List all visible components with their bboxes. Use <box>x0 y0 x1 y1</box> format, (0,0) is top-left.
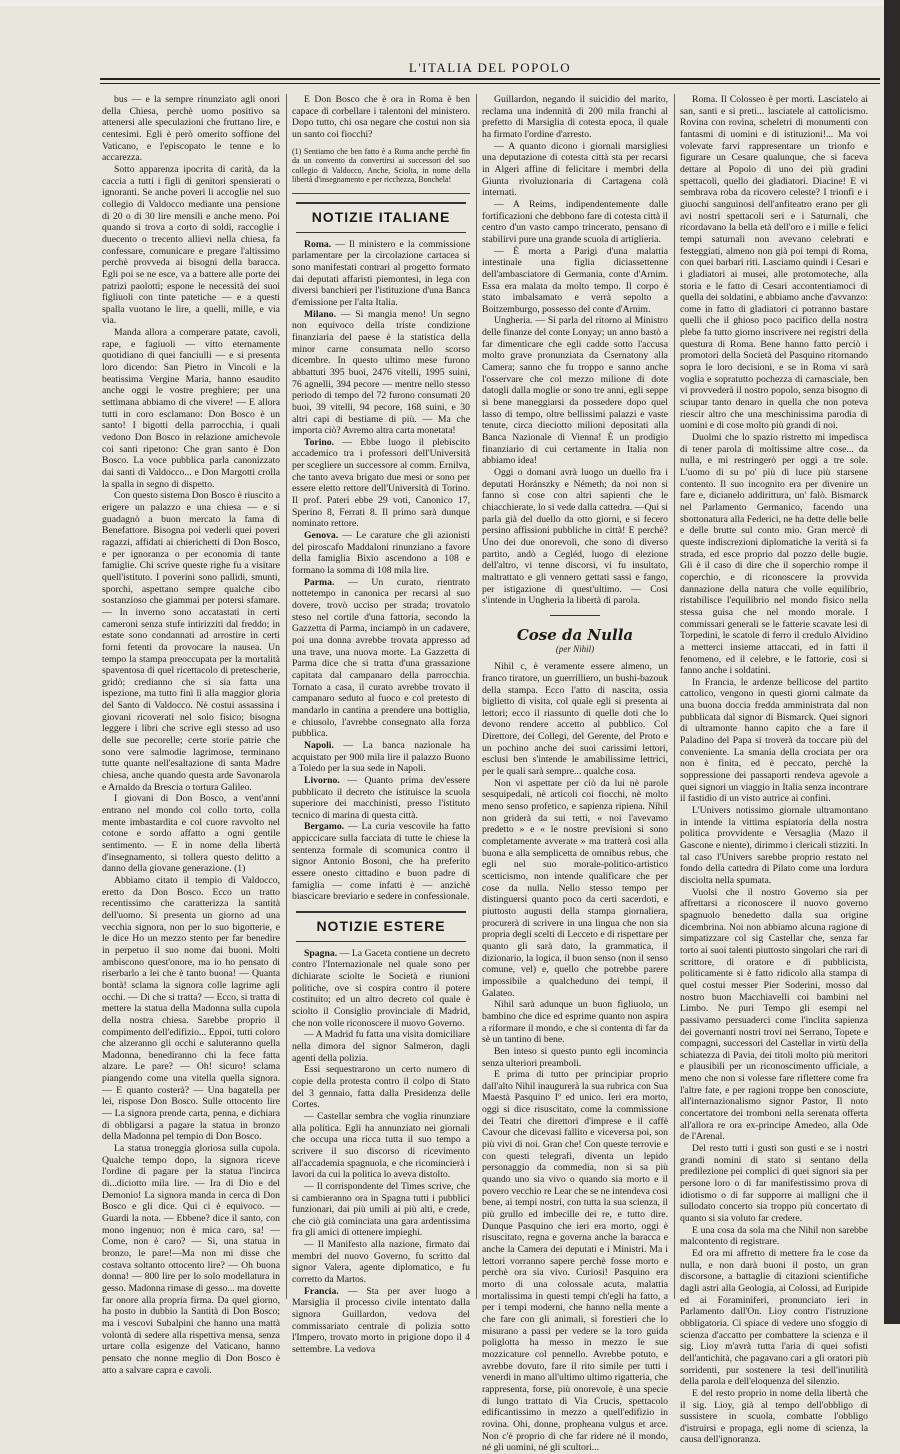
news-text: — Si mangia meno! Un segno non equivoco della triste condizione finanziaria del paese è la statistica della minor carne consumata nello scorso dicembre. In questo ultimo mese furono abbattuti 395 buoi, 2476 vitelli, 1995 suini, 76 agnelli, 394 pecore — mentre nello stesso periodo di tempo del 72 furono consumati 20 buoi, 39 vitelli, 94 pecore, 168 suini, e 30 altri capi di bestiame di più. — Ma che importa ciò? Avremo altra carta monetata! <box>292 308 470 437</box>
paragraph: Non vi aspettate per ciò da lui nè parole sesquipedali, nè articoli coi fiocchi, nè molto meno senso profetico, e sapienza ripiena. Nihil non griderà da sui tetti, « noi l'avevamo predetto » e « le nostre previsioni si sono completamente avverate » ma tratterà così alla buona e alla semplicetta de omnibus rebus, che egli nel suo morale-politico-artistico scetticismo, non intende qualificare che per cose da nulla. Nello stesso tempo per distinguersi quanto poco da certi sacerdoti, e piuttosto augusti della stampa giornaliera, procurerà di scrivere in una lingua che non sia propria degli scelti di Lecceto e di rispettare per quanto gli sarà dato, la grammatica, il dizionario, la logica, il buon senso (non il senso comune, vel) e, quello che potrebbe parere impossibile a qualcheduno dei tempi, il Galateo. <box>482 777 668 999</box>
paragraph: Oggi o domani avrà luogo un duello fra i deputati Horánszky e Németh; da noi non si fanno sì cose con altri sapienti che le chiacchierate, lo si vede dalla cattedra. —Qui si parla già del duello da otto giorni, e si fecero persino affissioni pubbliche in città! E perchè? Uno dei due onorevoli, che sono di diverso partito, andò a Cegléd, luogo di elezione dell'altro, vi tenne discorsi, vi fu insultato, maltrattato e gli vennero gettati sassi e fango, per istigazione di quest'ultimo. — Così s'intende in Ungheria la libertà di parola. <box>482 467 668 607</box>
news-text: — La curia vescovile ha fatto appiccicare sulla facciata di tutte le chiese la sentenza formale di scomunica contro il signor Antonio Bosoni, che ha preferito essere onesto cittadino e buon padre di famiglia — come infatti è — anzichè biascicare breviario e sedere in confessionale. <box>292 821 470 903</box>
paragraph: Vuolsi che il nostro Governo sia per affrettarsi a riconoscere il nuovo governo spagnuolo benedetto dalla sua origine dicembrina. Noi non abbiamo alcuna ragione di simpatizzare col sig Castellar che, senza far torto ai suoi talenti piuttosto singolari che rari di scrittore, di oratore e di pubblicista, politicamente si è fatto ridicolo alla stampa di quel costui messer Pier Soderini, mosso dal nostro buon Macchiavelli coi bambini nel Limbo. Ne puri Tempo gli esempi nel passivamo persuaderci come l'inclita sapienza dei governanti nostri trovi nei Serrano, Topete e compagni, successori del Castellar in virtù della schiatezza di Pavia, dei titoli molto più meritori e plausibili per un riconoscimento ufficiale, a meno che non si volesse fare riflettere come fra l'altre fate, e per ragioni troppe ben conosciute, all'internazionalismo signor Pastor, Il noto concertatore dei tromboni nella serenata offerta all'allora re ora ex-principe Amedeo, alla Ode de l'Arenal. <box>680 886 868 1143</box>
news-item <box>292 1181 470 1239</box>
paragraph: Ungheria. — Si parla del ritorno al Ministro delle finanze del conte Lonyay; un anno bastò a far dimenticare che egli cadde sotto l'accusa molto grave pronunziata da Csernatony alla Camera; sanno che fu troppo e sanno anche l'osservare che col mezzo milione di dote datogli dalla moglie or sono tre anni, egli seppe sì bene maneggiarsi da possedere dopo quel lasso di tempo, oltre bellissimi palazzi e vaste tenute, circa dieciotto milioni depositati alla Banca Nazionale di Vienna! È un prodigio finanziario di cui certamente in Italia non abbiamo idea! <box>482 315 668 467</box>
paragraph: Ben inteso si questo punto egli incomincia senza ulteriori preamboli. <box>482 1045 668 1069</box>
news-text: — Il ministero e la commissione parlamentare per la circolazione cartacea si sono manifestati contrari al progetto formato dai deputati affaristi piemontesi, in lega con diversi banchieri per l'istituzione d'una Banca d'emissione per l'alta Italia. <box>292 238 470 308</box>
news-text: — Un curato, rientrato nottetempo in canonica per recarsi al suo dovere, trovò ucciso per strada; trovatolo steso nel cortile d'una fattoria, secondo la Gazzetta di Parma, inciampò in un cadavere, poi una donna avrebbe trovata appresso ad una trave, una nuova morte. La Gazzetta di Parma dice che si tratta d'una grassazione capitata dal campanaro della parrocchia. Tornato a casa, il curato avrebbe trovato il campanaro seduto al fuoco e col pretesto di mandarlo in cantina a prendere una bottiglia, e chiusolo, l'avrebbe consegnato alla forza pubblica. <box>292 576 470 740</box>
news-place: Genova. <box>304 530 339 542</box>
column-3 <box>480 94 670 1454</box>
paragraph: Sotto apparenza ipocrita di carità, da la caccia a tutti i figli di genitori spensierati o ignoranti. Se anche poveri li accoglie nel suo collegio di Valdocco mediante una pensione di 20 o di 30 lire mensili e anche meno. Poi quando si trova a corto di soldi, raccoglie i duecento o trecento allievi nella chiesa, fa confessare, comunicare e pregare l'altissimo perchè provveda ai bisogni della baracca. Egli poi se ne esce, va a battere alle porte dei patrizi paolotti; espone le necessità dei suoi figliuoli con tinte patetiche — e a questi spalla vuotano le lire, a quelli, mille, e via via. <box>102 163 280 327</box>
news-item <box>292 437 470 530</box>
news-text: — La Gaceta contiene un decreto contro l'Internazionale nel quale sono per dichiarate sciolte le Società e riunioni politiche, ove si cospira contro il potere costituito; ed un altro decreto col quale è sciolto il Consiglio provinciale di Madrid, che non volle riconoscere il nuovo Governo. <box>292 947 471 1029</box>
page-binding-edge <box>884 0 900 1324</box>
news-place: Bergamo. <box>304 821 345 833</box>
paragraph: E del resto proprio in nome della libertà che il sig. Lioy, già al tempo dell'obbligo di sussistere in scuola, combatte l'obbligo d'istruirsi e propaga, egli nome di scienza, la causa dell'ignoranza. <box>680 1387 868 1446</box>
column-4 <box>678 94 870 1446</box>
news-place: Napoli. <box>304 739 334 751</box>
column-divider <box>286 94 287 1299</box>
section-rule <box>296 941 466 942</box>
paragraph: La statua troneggia gloriosa sulla cupola. Qualche tempo dopo, la signora riceve l'ordine di pagare per la statua l'incirca di...diciotto mila lire. — Ira di Dio e del Demonio! La signora manda in cerca di Don Bosco e gli dice. Qui ci è equivoco. — Guardi la nota. — Ebbene? dice il santo, con mono ingenuo; non è mica caro, sa! — Come, non è caro? — Si, una statua in bronzo, le pare!—Ma non mi disse che costava soltanto ottocento lire? — Oh buona donna! — 800 lire per lo solo modellatura in gesso. Madonna rimase di gesso... ma dovette far onore alla propria firma. Da quel giorno, ha posto in dubbio la Santità di Don Bosco; ma i vescovi Subalpini che hanno una mattà volontà di sedere alla rispettiva mensa, senza urtare colla esigenze del Vaticano, hanno pensato che nonne meglio di Don Bosco è atto a salvare capra e cavoli. <box>102 1143 280 1376</box>
paragraph: E prima di tutto per principiar proprio dall'alto Nihil inaugurerà la sua rubrica con Sua Maestà Pasquino Iº ed unico. Ieri era morto, oggi si dice risuscitato, come la commissione dei Teatri che direttori d'imprese e il caffè Cavour che dicevasi fallito e viceversa poi, son più vivi di noi. Gran che! Con queste terrovie e con questi telegrafi, diventa un lepido personaggio da commedia, non si sa più quando uno sia vivo o quando sia morto e il povero vecchio re Lear che se ne intendeva così bene, ai tempi nostri, con tutta la sua scienza, il più grullo ed imbecille dei re, e tutto dire. Dunque Pasquino che ieri era morto, oggi è risuscitato, regna e governa anche la baracca e anche la Camera dei deputati e i Ministri. Ma i lettori vorranno sapere perchè fosse morto e perchè ora sia vivo. Curiosi! Pasquino era morto di una colossale acuta, malattia mortalissima in questi tempi ch'egli ha fatto, a per i tempi moderni, che hanno nella mente a che fare con gli animali, sì forestieri che lo misurano a passi per vedere se la toro guida poliglotta ha messo in mezzo le sue mozzicature col pennello. Avrebbe potuto, e avrebbe dovuto, fare il rito simile per tutti i venerdì in mano all'ultimo ultimo rigatteria, che rappresenta, forse, più onorevole, è una specie di lungo trattato di Via Crucis, spettacolo edificantissimo in mezzo a quell'edifizio in rovina. Ohi, donne, propheana vulgus et arce. Non c'è proprio di che far ridere né il mondo, né gli uomini, né gli scultori... <box>482 1069 668 1454</box>
news-text: — A Madrid fu fatta una visita domiciliare nella dimora del signor Salmeron, dagli agenti della polizia. <box>292 1029 470 1064</box>
news-item <box>292 775 470 822</box>
paragraph: Duolmi che lo spazio ristretto mi impedisca di tener parola di moltissime altre cose... da nulla, e mi restringerò per oggi a tre sole. L'uomo di su po' più di luce più starsene contento. Il suo incognito era per divenire un fare e, dicianelo addirittura, un' falò. Bismarck nel Parlamento Germanico, facendo una sbottonatura alla Federici, ne ha dette delle belle e delle brutte sul conto mio. Gran mercè di queste indiscrezioni diplomatiche la verità si fa strada, ed esce proprio dal pozzo delle bugie. Gli è il caso di dire che il soperchio rompe il coperchio, e di riconoscere la provvida dannazione della natura che volle equilibrio, ristabilisce l'equilibrio nel mondo fisico nella stessa guisa che nel mondo morale. I commissari generali se le fatterie scavate lesi di Torpedini, le scatole di ferro il credulo Alvidino a metterci insieme attaccati, ed in fatti il fenomeno, ed il celebre, e le fattorie, così si fanno anche i soldatini. <box>680 432 868 677</box>
section-rule <box>296 232 466 233</box>
page-header <box>100 58 880 90</box>
separator-rule <box>550 615 600 616</box>
paragraph: — A quanto dicono i giornali marsigliesi una deputazione di cotesta città sta per recarsi in Algeri affine di felicitare i membri della Giunta rivoluzionaria di Cartagena colà internati. <box>482 140 668 199</box>
paragraph: In Francia, le ardenze bellicose del partito cattolico, vengono in questi giorni calmate da una buona doccia fredda amministrata dal non pubblicata dal signor di Bismarck. Quei signori di ultramonte hanno capito che a fare il Paladino del Papa si troverà da toccare più del conveniente. La smania della crociata per ora non è finita, ed è peccato, perchè la soppressione dei passaporti rendeva agevole a quei signori un viaggio in Italia senza incontrare il fastidio di un visto autrice ai confini. <box>680 676 868 805</box>
news-place: Milano. <box>304 308 337 320</box>
news-place: Spagna. <box>304 947 338 959</box>
news-text: — Il corrispondente del Times scrive, che si cambieranno ora in Spagna tutti i pubblici funzionari, dai più umili ai più alti, e crede, che ciò già cominciata una gara ardentissima fra gli amici di ottenere impieghi. <box>292 1180 470 1239</box>
section-rule <box>296 911 466 913</box>
paragraph: I giovani di Don Bosco, a vent'anni entrano nel mondo col collo torto, colla mente imbastardita e col cuore ravvolto nel cotone e sordo affatto a ogni gentile sentimento. — E in nome della libertà d'insegnamento, si tollera questo delitto a danno della giovane generazione. (1) <box>102 793 280 875</box>
paragraph: Roma. Il Colosseo è per morti. Lasciatelo ai san, santi e sì preti... lasciatele al cattolicismo. Rovina con rovina, scheletri di monumenti con fantasmi di uomini e di istituzioni!... Ma voi volevate farvi rappresentare un trionfo e figurare un Cesare qualunque, che si faceva dettare al Popolo di uno dei più gradini spettacoli, quello dei gladiatori. Diacine! E vi sembrava roba da ricovero celeste? I trionfi e i giuochi sanguinosi dell'anfiteatro erano per gli avi nostri spettacoli seri e i Saturnali, che ricordavano la bella età dell'oro e i mille e felici tempi saturnali non avevano celebrati e festeggiati, almeno non già poi tempi di Roma, con quei barbari riti. Lasciamo quindi i Cesari e i gladiatori ai musei, alle protomoteche, alla storia e le fatto di Cesari accontentiamoci di quella dei soldatini, e abbiamo anche d'avvanzo: come in fatto di gladiatori ci potranno bastare quelli che il ghioso poco pacifico della nostra plebe fa tutto giorno inscrivere nei registri della questura di Roma. Bene hanno fatto perciò i promotori della Società del Pasquino ritornando sopra le loro decisioni, e se in Roma vi sarà voglia e sopratutto pochezza di carnasciale, ben vi provvederà il nostro popolo, senza bisogno di sciupar tanto denaro in quella che non poteva riescir altro che una meschinissima parodia di uomini e di cose molto più grandi di noi. <box>680 94 868 432</box>
section-title: NOTIZIE ITALIANE <box>311 209 451 225</box>
news-item <box>292 530 470 577</box>
news-place: Livorno. <box>304 774 340 786</box>
news-item <box>292 1111 470 1181</box>
news-text: Essi sequestrarono un certo numero di copie della protesta contro il colpo di Stato del 3 gennaio, fatta dalla Presidenza delle Cortes. <box>292 1064 470 1111</box>
news-text: — Il Manifesto alla nazione, firmato dai membri del nuovo Governo, fu scritto dal signor Valera, agente diplomatico, e fu corretto da Martos. <box>292 1239 470 1286</box>
news-item <box>292 309 470 437</box>
page-top-edge <box>0 0 900 6</box>
news-text: — La banca nazionale ha acquistato per 900 mila lire il palazzo Buono a Toledo per la sua sede in Napoli. <box>292 739 471 775</box>
newspaper-title: L'ITALIA DEL POPOLO <box>408 60 572 75</box>
section-header-italiane <box>292 202 470 233</box>
news-text: — Le carature che gli azionisti del piroscafo Maddaloni rinunziano a favore della famiglia Bixio ascendono a 108 e formano la somma di 108 mila lire. <box>292 530 471 577</box>
paragraph: L'Univers notissimo giornale ultramontano in intende la vittima espiatoria della nostra politica provvidente e Versaglia (Mazo il Gascone e niente), dirimmo i clericali stizziti. In tal caso l'Univers sarebbe proprio restato nel fondo della cattedra di Pilato come una lordura disciolta nella spumata. <box>680 805 868 886</box>
paragraph: Abbiamo citato il tempio di Valdocco, eretto da Don Bosco. Ecco un tratto recentissimo che caratterizza la santità dell'uomo. Si presenta un giorno ad una vecchia signora, non per lo suo bigotterie, e le dice Ho un mezzo stento per far benedire in perpetuo il suo nome dai buoni. Molti ambiscono quest'onore, ma io ho pensato di riserbarlo a lei che è tanto buona! — Quanta bontà! sclama la signora colle lagrime agli occhi. — Di che si tratta? — Ecco, si tratta di mettere la statua della Madonna sulla cupola della nostra chiesa. Sarebbe proprio il compimento dell'edifizio... Eppoi, tutti coloro che alzeranno gli occhi e saluteranno quella Madonna, benediranno chi la fece fatta alzare. Le pare? — Oh! sicuro! sclama piangendo come una vitella quella signora. — E quanto costerà? — Una bagatella per lei, rispose Don Bosco. Sulle ottocento lire — La signora prende carta, penna, e dichiara di obbligarsi a pagare la statua in bronzo della Madonna pel tempio di Don Bosco. <box>102 874 280 1143</box>
column-divider <box>674 94 675 1299</box>
news-text: — Ebbe luogo il plebiscito accademico tra i professori dell'Università per scegliere un successore al comm. Ernilva, che tanto aveva brigato due mesi or sono per essere eletto rettore dell'Università di Torino. Il prof. Pateri ebbe 29 voti, Canonico 17, Sperino 8, Ferrati 8. Il primo sarà dunque nominato rettore. <box>292 436 470 530</box>
section-header-estere <box>292 911 470 942</box>
paragraph: Manda allora a comperare patate, cavoli, rape, e fagiuoli — vitto eternamente quotidiano di quei fanciulli — e si presenta loro dicendo: San Pietro in Vincoli e la beatissima Vergine Maria, hanno esaudito anche oggi le vostre preghiere; per una settimana abbiamo di che vivere! — E allora tutti in coro esclamano: Don Bosco è un santo! I bigotti della parrocchia, i quali vedono Don Bosco in relazione amichevole coi santi ripetono: Che gran santo è Don Bosco. La voce pubblica parla canonizzato dai santi di Valdocco... e Don Margotti crolla la spalla in segno di dispetto. <box>102 327 280 490</box>
news-item <box>292 1286 470 1356</box>
news-text: — Sta per aver luogo a Marsiglia il processo civile intentato dalla signora Guillardon, vedova del commissariato centrale di polizia sotto l'Impero, trovato morto in prigione dopo il 4 settembre. La vedova <box>292 1285 470 1356</box>
paragraph: Del resto tutti i gusti son gusti e se i nostri grandi nomini di stato si sentano della predilezione pei complici di quei signori sia per persone loro o di far manifestissimo prova di idiotismo o di far supporre ai malligni che il sullodato concerto sia troppo più concertato di quanto si sia voluto far credere. <box>680 1143 868 1224</box>
paragraph: Guillardon, negando il suicidio del marito, reclama una indennità di 200 mila franchi al prefetto di Marsiglia di cotesta epoca, il quale ha firmato l'ordine d'arresto. <box>482 94 668 140</box>
column-1 <box>100 94 282 1376</box>
column-2 <box>290 94 472 1356</box>
paragraph: bus — e la sempre rinunziato agli onori della Chiesa, perchè uomo positivo sa attenersi alle speculazioni che fruttano lire, e centesimi. Egli è però omerito soffione del Vaticano, e l'episcopato le tenne e lo accarezza. <box>102 94 280 164</box>
news-item <box>292 948 470 1030</box>
news-item <box>292 1064 470 1111</box>
paragraph: Nihil c, è veramente essere almeno, un franco tiratore, un guerrilliero, un bushi-bazouk della stampa. Ecco l'atto di nascita, ossia biglietto di visita, col quale egli si presenta ai lettori; ecco il riassunto di quelle doti che lo devono rendere accetto al pubblico. Col Direttore, dei Collegi, del Gerente, del Proto e un pochino anche dei suoi carissimi lettori, esclusi ben s'intende le amabilissime lettrici, per le quali sarà sempre... qualche cosa. <box>482 661 668 778</box>
paragraph: — A Reims, indipendentemente dalle fortificazioni che debbono fare di cotesta città il centro d'un vasto campo trincerato, pensano di stabilirvi pure una grande scuola di artiglieria. <box>482 198 668 245</box>
paragraph: E Don Bosco che è ora in Roma è ben capace di corbellare i talentoni del ministero. Dopo tutto, chi osa negare che costui non sia un santo coi fiocchi? <box>292 94 470 140</box>
column-divider <box>476 94 477 1299</box>
section-title: NOTIZIE ESTERE <box>316 918 446 935</box>
news-place: Roma. <box>304 238 332 250</box>
news-item <box>292 1029 470 1064</box>
news-place: Torino. <box>304 436 335 448</box>
header-rule-thin <box>100 83 880 84</box>
footnote: (1) Sentiamo che ben fatto è a Roma anche perchè fin da un convento da convertirsi ai successori del suo collegio di Valdocco, Anche, Sciolta, in nome della libertà d'insegnamento e per ricchezza, Bonchela! <box>292 147 470 194</box>
paragraph: — È morta a Parigi d'una malattia intestinale una figlia diciassettenne dell'ambasciatore di Germania, conte d'Arnim. Essa era malata da molto tempo. Il corpo è stato imbalsamato e verrà sepolto a Boitzemburgo, possesso del conte d'Arnim. <box>482 245 668 315</box>
news-item <box>292 239 470 309</box>
paragraph: Con questo sistema Don Bosco è riuscito a erigere un palazzo e una chiesa — e si guadagnò a buon mercato la fama di Benefattore. Bisogna poi vederli quei poveri ragazzi, affidati ai chierichetti di Don Bosco, e per ignoranza o per economia di tante famiglie. Chi scrive queste righe fu a visitare quell'istituto. I poverini sono pallidi, smunti, sporchi, aspettano sempre qualche cibo sostanzioso che giammai per potersi sfamare. — In inverno sono accatastati in certi cameroni senza stufe intirizziti dal freddo; in estate sono condannati ad arrostire in certi forni fetenti da provocare la nausea. Un tempo la stampa preoccupata per la mortalità spaventosa di quel ricettacolo di pretescherie, gridò; credianno che si sia fatta una ispezione, ma tutto finì lì alla maggior gloria del Santo di Valdocco. Nè costui assassina i giovani ricoverati nel solo fisico; bisogna leggere i libri che scrive egli stesso ad uso delle sue pecorelle; certe storie patrie che sono vere salmodie lagrimose, terminano tutte quante nell'esaltazione di santa Madre chiesa, anche quando questa arde Savonarola e Arnaldo da Brescia o tortura Galileo. <box>102 490 281 793</box>
news-item <box>292 577 470 740</box>
news-text: — Castellar sembra che voglia rinunziare alla politica. Egli ha annunziato nei giornali che occupa una ricca tutta il suo tempo a scrivere il suo discorso di ricevimento all'accademia spagnuola, e che ricomincierà i lavori da cui la politica lo aveva distolto. <box>292 1110 470 1181</box>
paragraph: Ed ora mi affretto di mettere fra le cose da nulla, e non darà buoni il posto, un gran discorsone, a battaglie di citazioni scientifiche dagli astri alla Geologia, ai Colossi, ad Euripide ed ai Foraminiferi, pronunciato ieri in Parlamento dall'On. Lioy contro l'istruzione obbligatoria. Ci spiace di vedere uno sfoggio di scienza d'accatto per combattere la scienza e il sig. Lioy m'avrà tutta l'aria di quei sofisti dell'antichità, che pagavano cari a gli oratori più sorridenti, pur sostenere la tesi dell'inutilità della parola e dell'eloquenza del silenzio. <box>680 1247 868 1388</box>
news-text: — Quanto prima dev'essere pubblicato il decreto che istituisce la scuola superiore dei macchinisti, presso l'istituto tecnico di marina di questa città. <box>292 774 470 821</box>
section-rule <box>296 202 466 204</box>
news-item <box>292 1239 470 1286</box>
feature-title: Cose da Nulla <box>516 625 634 644</box>
news-item <box>292 821 470 903</box>
news-item <box>292 740 470 775</box>
news-place: Parma. <box>304 576 335 588</box>
header-rule-thick <box>100 78 880 80</box>
feature-byline: (per Nihil) <box>555 643 595 654</box>
paragraph: E una cosa da sola ma che Nihil non sarebbe malcontento di registrare. <box>680 1224 868 1248</box>
news-place: Francia. <box>304 1285 339 1297</box>
paragraph: Nihil sarà adunque un buon figliuolo, un bambino che dice ed esprime quanto non aspira a riformare il mondo, e che si contenta di far da sè un tantino di bene. <box>482 999 668 1046</box>
